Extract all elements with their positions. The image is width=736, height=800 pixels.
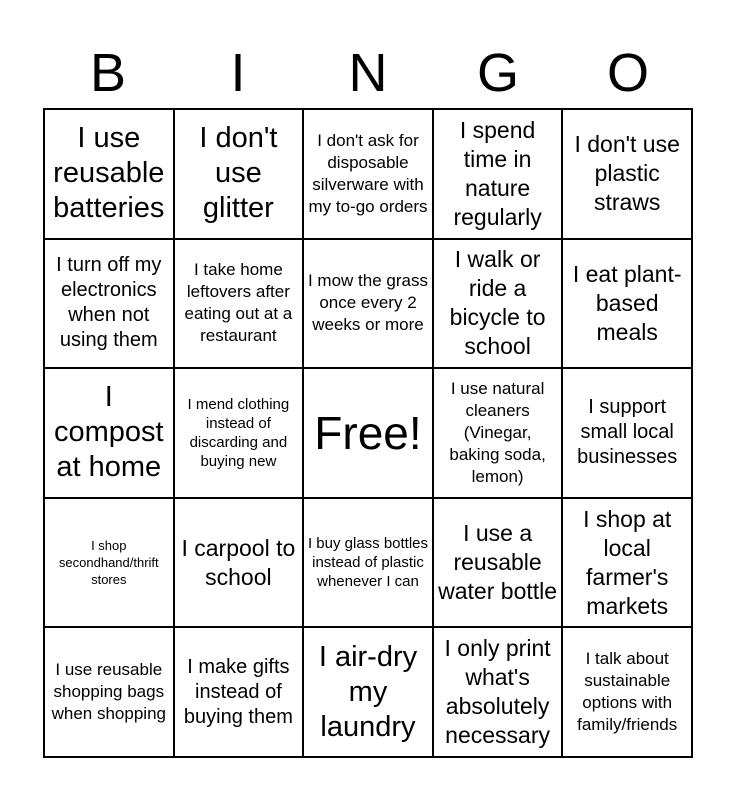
cell-text: I air-dry my laundry xyxy=(318,640,418,743)
header-letter-n: N xyxy=(348,43,388,103)
bingo-cell[interactable] xyxy=(174,627,304,757)
bingo-cell[interactable] xyxy=(303,627,433,757)
bingo-cell[interactable] xyxy=(303,498,433,628)
bingo-cell[interactable] xyxy=(303,109,433,239)
cell-text: I spend time in nature regularly xyxy=(453,116,542,230)
cell-text: I use reusable shopping bags when shopping xyxy=(51,660,166,724)
cell-text: I only print what's absolutely necessary xyxy=(444,635,551,749)
cell-text: I use reusable batteries xyxy=(53,122,165,225)
header-letter-i: I xyxy=(230,43,246,103)
cell-text: I mend clothing instead of discarding and buying new xyxy=(187,395,290,470)
bingo-cell[interactable] xyxy=(562,109,692,239)
bingo-cell[interactable] xyxy=(303,239,433,369)
bingo-cell[interactable] xyxy=(174,239,304,369)
free-cell[interactable] xyxy=(303,368,433,498)
bingo-cell[interactable] xyxy=(44,368,174,498)
bingo-cell[interactable] xyxy=(44,239,174,369)
bingo-cell[interactable] xyxy=(44,109,174,239)
bingo-cell[interactable] xyxy=(433,368,563,498)
bingo-cell[interactable] xyxy=(562,498,692,628)
cell-text: I support small local businesses xyxy=(577,396,678,469)
bingo-cell[interactable] xyxy=(562,627,692,757)
bingo-cell[interactable] xyxy=(174,109,304,239)
cell-text: I shop secondhand/thrift stores xyxy=(58,538,159,588)
cell-text: I use natural cleaners (Vinegar, baking soda, lemon) xyxy=(449,378,546,486)
cell-text: I compost at home xyxy=(53,381,164,484)
bingo-cell[interactable] xyxy=(562,368,692,498)
cell-text: I carpool to school xyxy=(181,534,296,590)
bingo-cell[interactable] xyxy=(562,239,692,369)
cell-text: I don't use plastic straws xyxy=(574,131,680,216)
bingo-cell[interactable] xyxy=(433,239,563,369)
cell-text: I buy glass bottles instead of plastic whenever I can xyxy=(307,535,429,591)
bingo-grid xyxy=(43,108,693,758)
bingo-cell[interactable] xyxy=(44,498,174,628)
bingo-cell[interactable] xyxy=(433,498,563,628)
cell-text: I make gifts instead of buying them xyxy=(183,655,293,728)
bingo-cell[interactable] xyxy=(433,627,563,757)
cell-text: Free! xyxy=(314,406,422,459)
cell-text: I don't use glitter xyxy=(199,122,278,225)
cell-text: I shop at local farmer's markets xyxy=(583,505,672,619)
cell-text: I don't ask for disposable silverware with my to-go orders xyxy=(308,130,428,216)
cell-text: I walk or ride a bicycle to school xyxy=(449,246,546,360)
bingo-cell[interactable] xyxy=(44,627,174,757)
bingo-header xyxy=(43,40,693,106)
header-letter-o: O xyxy=(606,43,649,103)
cell-text: I take home leftovers after eating out at a restaurant xyxy=(184,260,293,346)
cell-text: I turn off my electronics when not using them xyxy=(56,254,162,352)
bingo-cell[interactable] xyxy=(433,109,563,239)
bingo-cell[interactable] xyxy=(174,368,304,498)
bingo-cell[interactable] xyxy=(174,498,304,628)
header-letter-g: G xyxy=(476,43,519,103)
cell-text: I use a reusable water bottle xyxy=(438,520,558,605)
header-letter-b: B xyxy=(89,43,127,103)
cell-text: I mow the grass once every 2 weeks or more xyxy=(307,271,428,335)
cell-text: I talk about sustainable options with family/friends xyxy=(577,649,678,735)
cell-text: I eat plant-based meals xyxy=(572,260,682,345)
